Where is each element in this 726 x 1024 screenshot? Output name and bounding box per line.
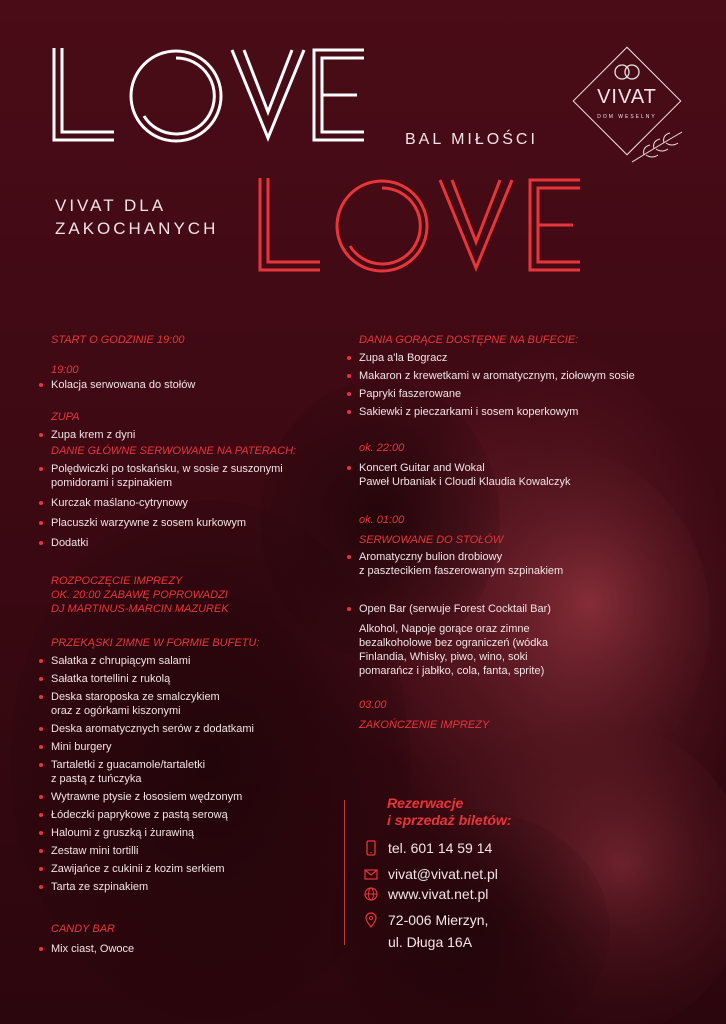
list-item	[345, 405, 685, 419]
list-item-line: Łódeczki paprykowe z pastą serową	[51, 809, 228, 821]
address-text	[388, 911, 488, 951]
bal-milosci-title: BAL MIŁOŚCI	[405, 131, 538, 148]
list-item-line: Sałatka tortellini z rukolą	[51, 673, 171, 685]
contact-divider	[344, 800, 345, 945]
list-item-line: Polędwiczki po toskańsku, w sosie z suszonymi	[51, 463, 283, 475]
list-item-line: Zupa a'la Bogracz	[359, 352, 448, 364]
list-item	[37, 690, 337, 718]
main-course-heading: DANIE GŁÓWNE SERWOWANE NA PATERACH:	[51, 445, 297, 457]
address-line: ul. Długa 16A	[388, 934, 473, 950]
list-item	[345, 351, 685, 365]
time-1900: 19:00	[51, 364, 79, 376]
list-item-line: Haloumi z gruszką i żurawiną	[51, 827, 195, 839]
main-course-list	[37, 462, 337, 550]
list-item-line: Deska aromatycznych serów z dodatkami	[51, 723, 254, 735]
list-item: Kolacja serwowana do stołów	[37, 378, 337, 392]
list-item	[37, 740, 337, 754]
cold-starters-list	[37, 654, 337, 894]
email-link[interactable]: vivat@vivat.net.pl	[388, 866, 498, 882]
globe-icon	[362, 885, 380, 903]
time-2200: ok. 22:00	[359, 442, 405, 454]
list-item	[345, 387, 685, 401]
list-item-line: Tarta ze szpinakiem	[51, 881, 149, 893]
list-item	[37, 758, 337, 786]
right-menu-column	[345, 333, 685, 732]
list-item-line: pomidorami i szpinakiem	[51, 477, 173, 489]
location-pin-icon	[362, 911, 380, 929]
zakochanych-line: ZAKOCHANYCH	[55, 219, 219, 238]
party-line: ROZPOCZĘCIE IMPREZY	[51, 575, 183, 587]
cold-starters-heading: PRZEKĄSKI ZIMNE W FORMIE BUFETU:	[51, 637, 260, 649]
list-item-line: z pastą z tuńczyka	[51, 773, 142, 785]
open-bar-description	[359, 622, 685, 678]
concert-line: Koncert Guitar and Wokal	[359, 462, 485, 474]
list-item	[37, 880, 337, 894]
list-item-line: Dodatki	[51, 537, 89, 549]
list-item	[37, 654, 337, 668]
reservation-heading	[387, 795, 511, 829]
list-item-line: Zawijańce z cukinii z kozim serkiem	[51, 863, 225, 875]
list-item	[37, 516, 337, 530]
list-item: Zupa krem z dyni	[37, 428, 337, 442]
bar-line: Finlandia, Whisky, piwo, wino, soki	[359, 651, 528, 663]
party-start-heading	[51, 574, 337, 616]
bar-line: bezalkoholowe bez ograniczeń (wódka	[359, 637, 548, 649]
list-item-line: Kurczak maślano-cytrynowy	[51, 497, 188, 509]
list-item	[37, 496, 337, 510]
start-heading: START O GODZINIE 19:00	[51, 334, 185, 346]
list-item-line: Wytrawne ptysie z łososiem wędzonym	[51, 791, 243, 803]
time-0100: ok. 01:00	[359, 514, 405, 526]
list-item-line: Sakiewki z pieczarkami i sosem koperkowym	[359, 406, 579, 418]
list-item-line: Tartaletki z guacamole/tartaletki	[51, 759, 206, 771]
reservation-heading-line: Rezerwacje	[387, 795, 464, 811]
list-item-line: Placuszki warzywne z sosem kurkowym	[51, 517, 246, 529]
list-item: Mix ciast, Owoce	[37, 942, 337, 956]
bulion-line: z pasztecikiem faszerowanym szpinakiem	[359, 565, 564, 577]
candy-bar-heading: CANDY BAR	[51, 923, 115, 935]
bar-line: Alkohol, Napoje gorące oraz zimne	[359, 623, 530, 635]
concert-line: Paweł Urbaniak i Cloudi Klaudia Kowalczyk	[359, 476, 571, 488]
list-item: Open Bar (serwuje Forest Cocktail Bar)	[345, 602, 685, 616]
list-item-line: Sałatka z chrupiącym salami	[51, 655, 191, 667]
love-title-white	[52, 46, 372, 146]
list-item	[37, 722, 337, 736]
list-item	[345, 550, 685, 578]
list-item-line: Makaron z krewetkami w aromatycznym, ziołowym sosie	[359, 370, 635, 382]
phone-icon	[362, 839, 380, 857]
served-heading: SERWOWANE DO STOŁÓW	[359, 534, 504, 546]
address-line: 72-006 Mierzyn,	[388, 912, 489, 928]
zupa-heading: ZUPA	[51, 411, 80, 423]
list-item	[37, 826, 337, 840]
party-line: OK. 20:00 ZABAWĘ POPROWADZI	[51, 589, 228, 601]
list-item	[37, 808, 337, 822]
bar-line: pomarańcz i jabłko, cola, fanta, sprite)	[359, 665, 545, 677]
rings-icon	[615, 65, 639, 79]
time-0300: 03.00	[359, 699, 387, 711]
left-menu-column	[37, 333, 337, 956]
list-item	[37, 862, 337, 876]
end-heading: ZAKOŃCZENIE IMPREZY	[359, 719, 490, 731]
list-item-line: oraz z ogórkami kiszonymi	[51, 705, 181, 717]
list-item	[37, 790, 337, 804]
list-item-line: Mini burgery	[51, 741, 112, 753]
phone-row	[362, 839, 511, 857]
list-item	[37, 536, 337, 550]
love-title-red	[258, 176, 588, 276]
contact-block	[362, 795, 511, 951]
hot-dishes-heading: DANIA GORĄCE DOSTĘPNE NA BUFECIE:	[359, 334, 579, 346]
hot-dishes-list	[345, 351, 685, 419]
list-item-line: Papryki faszerowane	[359, 388, 462, 400]
vivat-logo	[560, 34, 694, 168]
website-link[interactable]: www.vivat.net.pl	[388, 886, 489, 902]
phone-number[interactable]: tel. 601 14 59 14	[388, 840, 493, 856]
list-item	[37, 672, 337, 686]
email-row	[362, 865, 511, 883]
list-item	[37, 844, 337, 858]
vivat-dla-line: VIVAT DLA	[55, 196, 167, 215]
list-item	[345, 369, 685, 383]
party-line: DJ MARTINUS-MARCIN MAZUREK	[51, 603, 229, 615]
reservation-heading-line: i sprzedaż biletów:	[387, 812, 512, 828]
logo-tagline: DOM WESELNY	[597, 114, 657, 120]
address-row	[362, 911, 511, 951]
web-row	[362, 885, 511, 903]
list-item-line: Zestaw mini tortilli	[51, 845, 139, 857]
leaf-branch-icon	[632, 132, 682, 162]
list-item	[37, 462, 337, 490]
bulion-line: Aromatyczny bulion drobiowy	[359, 551, 503, 563]
list-item	[345, 461, 685, 489]
logo-name: VIVAT	[597, 86, 657, 108]
list-item-line: Deska staroposka ze smalczykiem	[51, 691, 220, 703]
mail-icon	[362, 865, 380, 883]
